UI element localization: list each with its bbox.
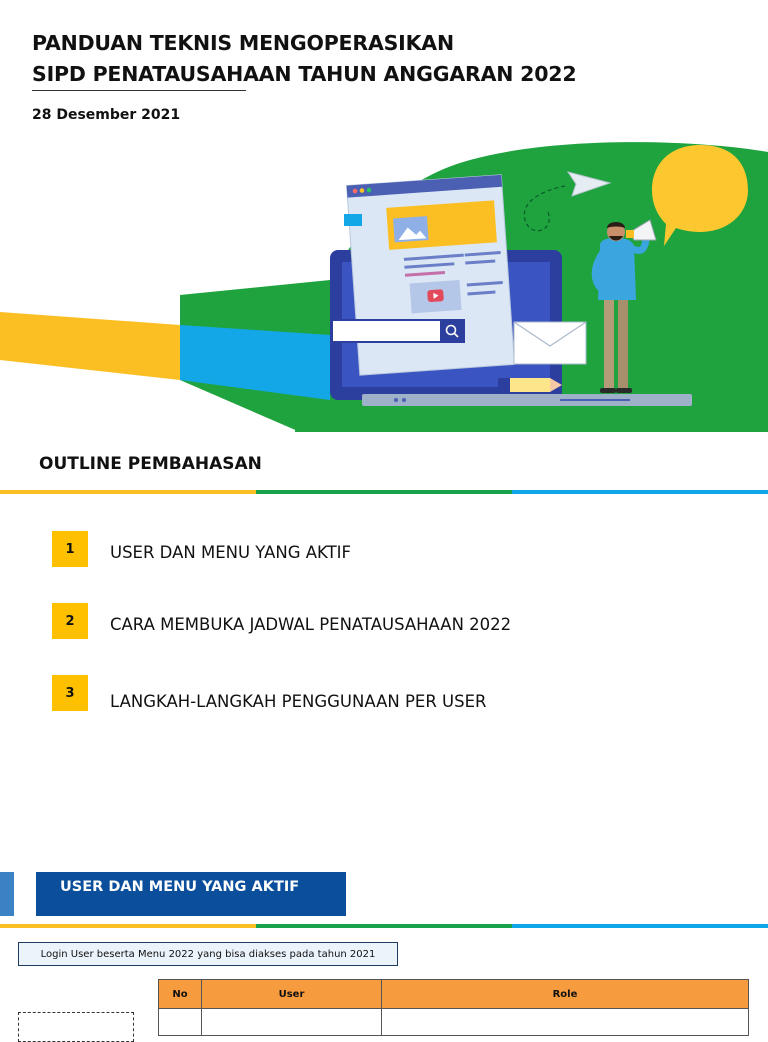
section-title: USER DAN MENU YANG AKTIF [60, 879, 300, 895]
user-role-table [158, 979, 749, 1036]
outline-item-2-label: CARA MEMBUKA JADWAL PENATAUSAHAAN 2022 [110, 615, 512, 634]
outline-item-3-number: 3 [52, 675, 88, 711]
cover-date: 28 Desember 2021 [32, 107, 181, 123]
table-header-no: No [159, 980, 202, 1009]
tricolor-divider [0, 490, 768, 494]
table-cell [202, 1009, 382, 1036]
table-cell [159, 1009, 202, 1036]
section-side-accent [0, 872, 14, 916]
laptop-base [362, 394, 692, 406]
outline-item-2-number: 2 [52, 603, 88, 639]
outline-slide [0, 432, 768, 852]
envelope-icon [514, 322, 586, 364]
table-header-role: Role [382, 980, 749, 1009]
cover-title-line-1: PANDUAN TEKNIS MENGOPERASIKAN [32, 31, 454, 55]
table-cell [382, 1009, 749, 1036]
table-header-row [159, 980, 749, 1009]
cover-title-line-2: SIPD PENATAUSAHAAN TAHUN ANGGARAN 2022 [32, 62, 577, 86]
outline-item-1-number: 1 [52, 531, 88, 567]
section-slide [0, 852, 768, 1024]
section-tricolor-divider [0, 924, 768, 928]
login-note-box: Login User beserta Menu 2022 yang bisa diakses pada tahun 2021 [18, 942, 398, 966]
outline-item-3-label: LANGKAH-LANGKAH PENGGUNAAN PER USER [110, 692, 487, 711]
table-row [159, 1009, 749, 1036]
yellow-band-shape [0, 312, 180, 380]
table-header-user: User [202, 980, 382, 1009]
dashed-callout-box [18, 1012, 134, 1042]
title-underline [32, 90, 246, 91]
outline-item-1-label: USER DAN MENU YANG AKTIF [110, 543, 352, 562]
outline-heading: OUTLINE PEMBAHASAN [39, 454, 262, 474]
cover-slide [0, 0, 768, 432]
